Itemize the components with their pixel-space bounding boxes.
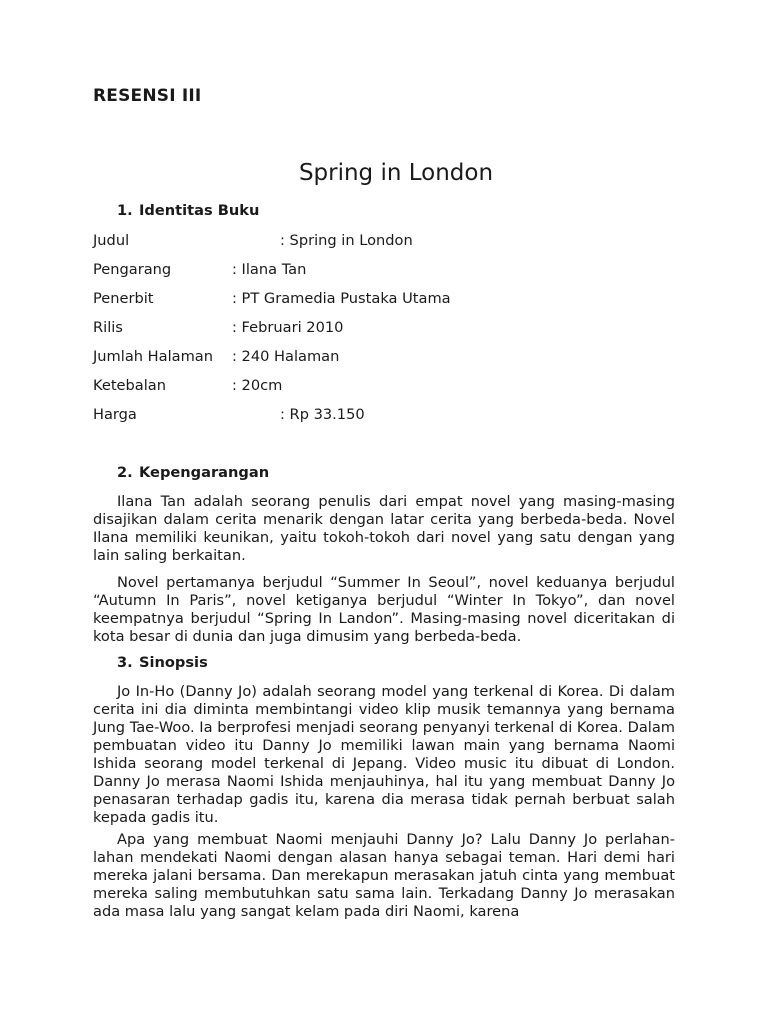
section-title: Kepengarangan: [139, 464, 270, 481]
paragraph: Apa yang membuat Naomi menjauhi Danny Jo? Lalu Danny Jo perlahan-lahan mendekati Naomi dengan alasan hanya sebagai teman. Hari demi hari mereka jalani bersama. Dan merekapun merasakan jatuh cinta yang membuat mereka saling membutuhkan satu sama lain. Terkadang Danny Jo merasakan ada masa lalu yang sangat kelam pada diri Naomi, karena: [93, 831, 675, 920]
field-value: : 20cm: [232, 377, 283, 394]
field-value: : Ilana Tan: [232, 261, 307, 278]
paragraph: Novel pertamanya berjudul “Summer In Seoul”, novel keduanya berjudul “Autumn In Paris”, novel ketiganya berjudul “Winter In Tokyo”, dan novel keempatnya berjudul “Spring In Landon”. Masing-masing novel diceritakan di kota besar di dunia dan juga dimusim yang berbeda-beda.: [93, 574, 675, 645]
book-title: Spring in London: [298, 160, 494, 186]
section-heading-kepengarangan: [117, 464, 269, 481]
section-number: 3.: [117, 654, 133, 671]
field-jumlah-halaman: [93, 348, 693, 368]
field-label: Rilis: [93, 319, 123, 336]
field-ketebalan: [93, 377, 693, 397]
section-heading-identitas: [117, 202, 259, 219]
field-label: Judul: [93, 232, 130, 249]
field-value: : Spring in London: [280, 232, 413, 249]
section-title: Identitas Buku: [139, 202, 260, 219]
field-label: Pengarang: [93, 261, 172, 278]
field-label: Penerbit: [93, 290, 154, 307]
section-number: 1.: [117, 202, 133, 219]
section-heading-sinopsis: [117, 654, 208, 671]
field-judul: [93, 232, 693, 252]
section-title: Sinopsis: [139, 654, 208, 671]
field-value: : 240 Halaman: [232, 348, 340, 365]
field-value: : Rp 33.150: [280, 406, 365, 423]
field-label: Jumlah Halaman: [93, 348, 213, 365]
paragraph: Ilana Tan adalah seorang penulis dari empat novel yang masing-masing disajikan dalam cerita menarik dengan latar cerita yang berbeda-beda. Novel Ilana memiliki keunikan, yaitu tokoh-tokoh dari novel yang satu dengan yang lain saling berkaitan.: [93, 493, 675, 564]
field-label: Harga: [93, 406, 137, 423]
field-value: : Februari 2010: [232, 319, 344, 336]
document-label: RESENSI III: [93, 86, 202, 106]
paragraph: Jo In-Ho (Danny Jo) adalah seorang model yang terkenal di Korea. Di dalam cerita ini dia diminta membintangi video klip musik temannya yang bernama Jung Tae-Woo. Ia berprofesi menjadi seorang penyanyi terkenal di Korea. Dalam pembuatan video itu Danny Jo memiliki lawan main yang bernama Naomi Ishida seorang model terkenal di Jepang. Video music itu dibuat di London. Danny Jo merasa Naomi Ishida menjauhinya, hal itu yang membuat Danny Jo penasaran terhadap gadis itu, karena dia merasa tidak pernah berbuat salah kepada gadis itu.: [93, 683, 675, 826]
field-harga: [93, 406, 693, 426]
field-pengarang: [93, 261, 693, 281]
field-rilis: [93, 319, 693, 339]
field-penerbit: [93, 290, 693, 310]
field-label: Ketebalan: [93, 377, 166, 394]
field-value: : PT Gramedia Pustaka Utama: [232, 290, 451, 307]
section-number: 2.: [117, 464, 133, 481]
